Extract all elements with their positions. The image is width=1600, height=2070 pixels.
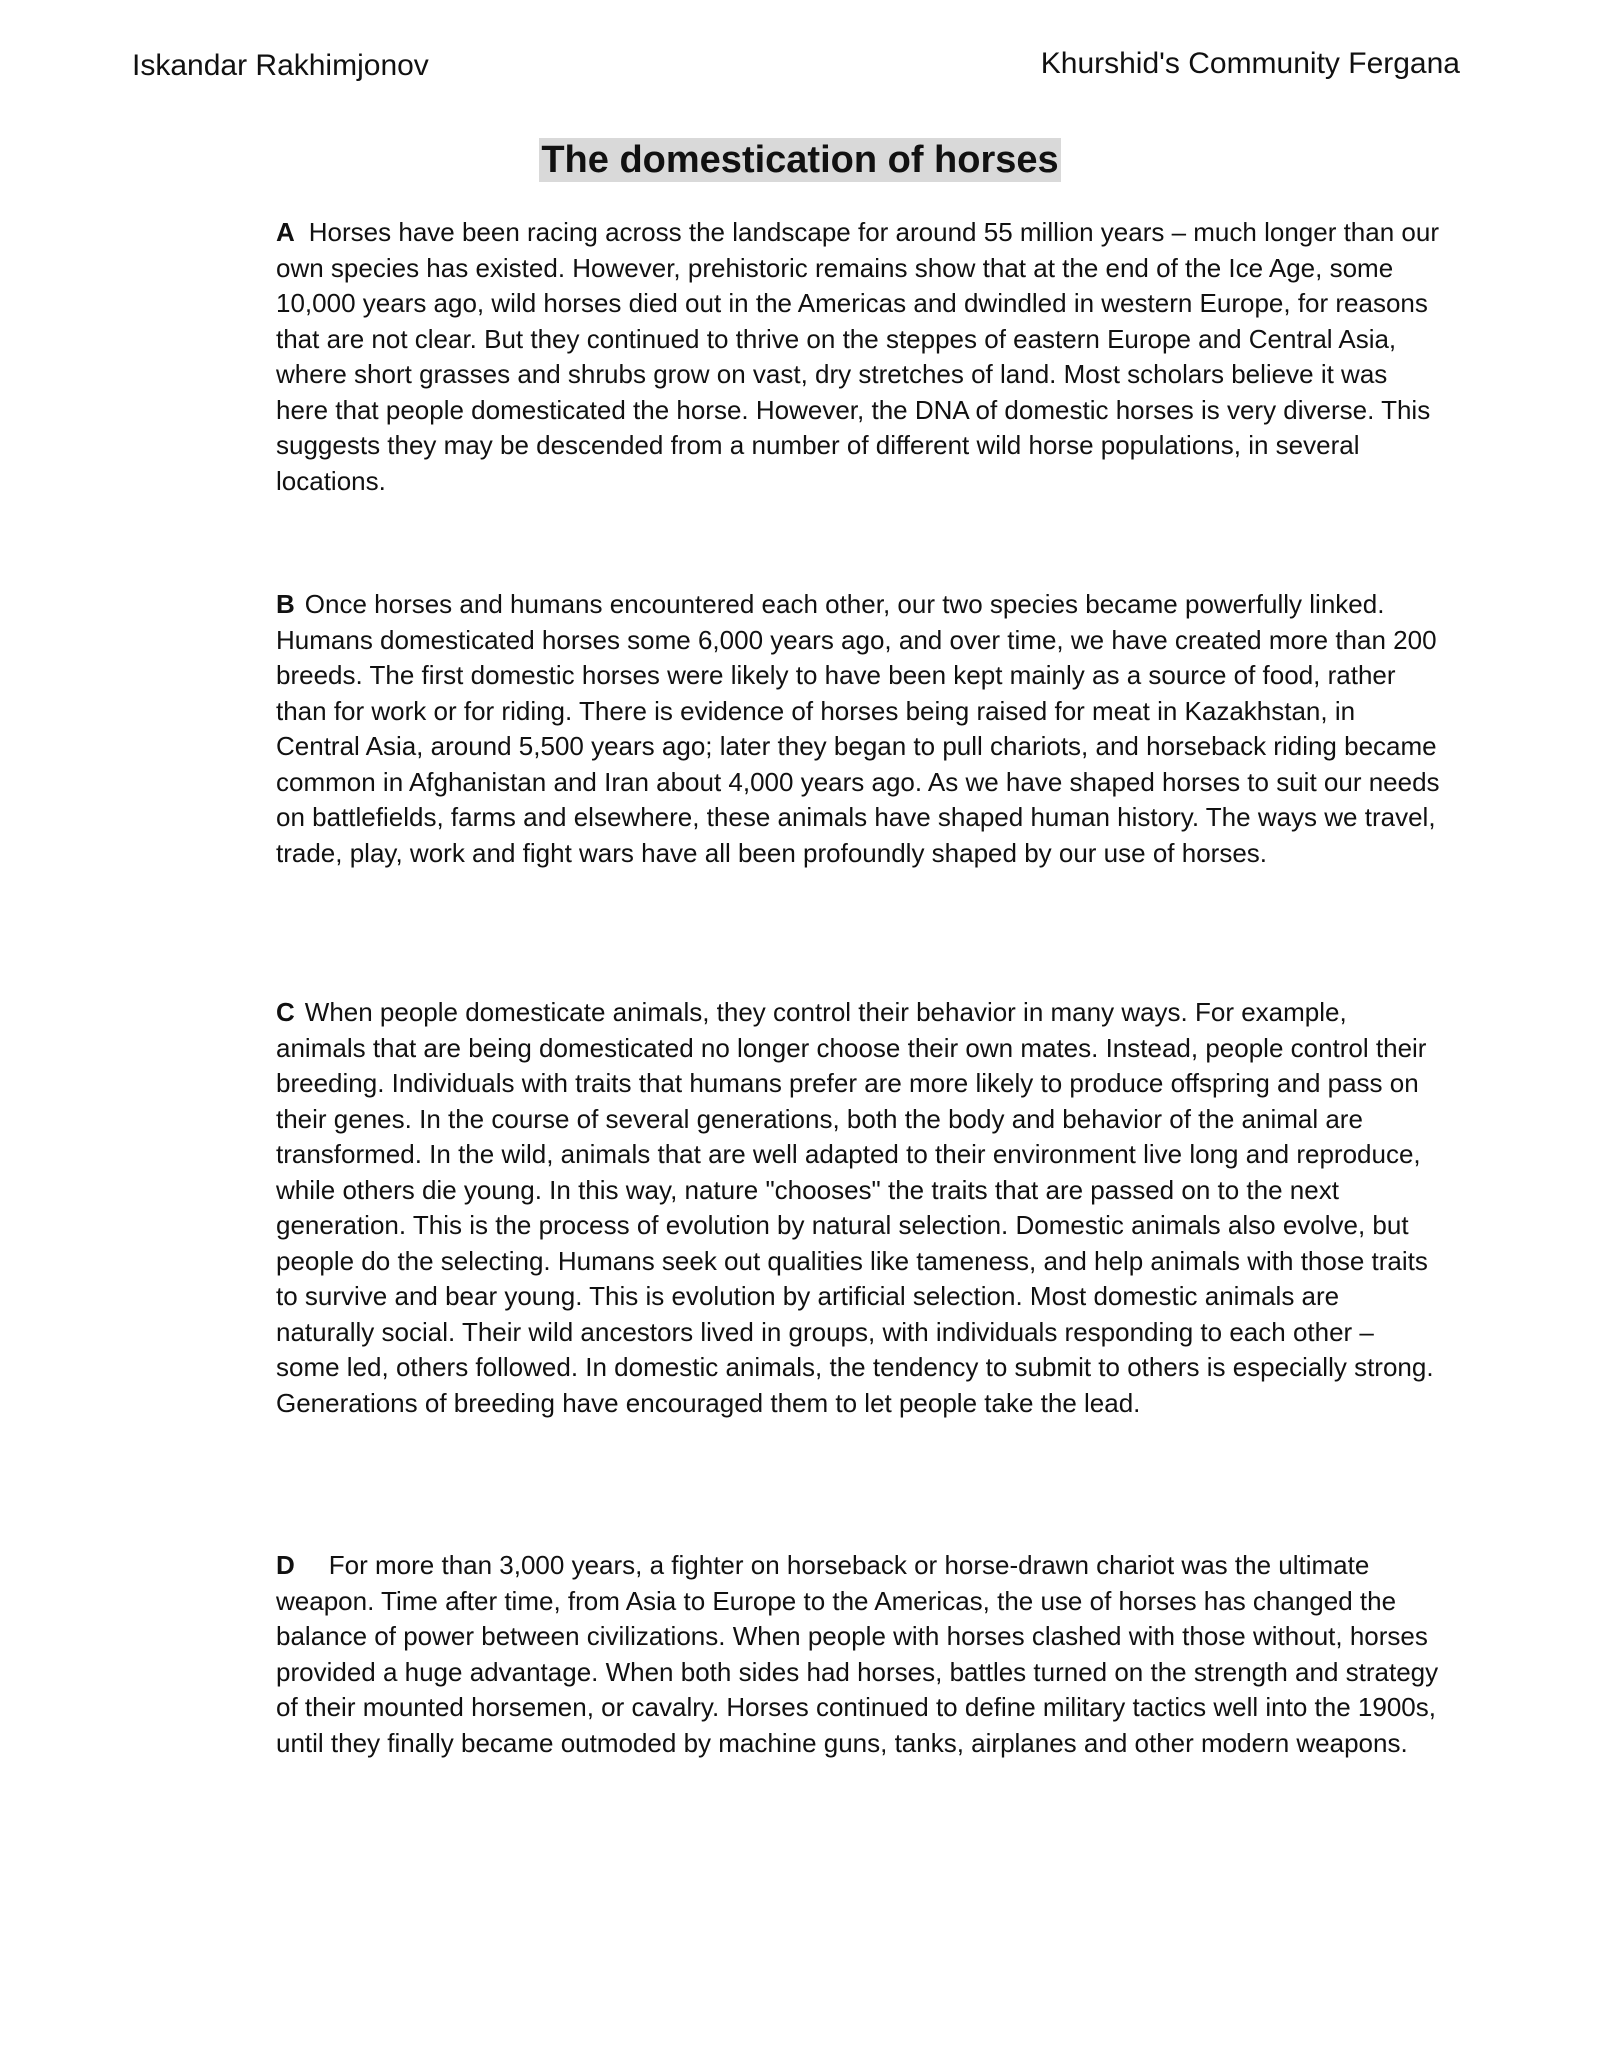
paragraph-a-text: Horses have been racing across the landscape for around 55 million years – much longer than our own species has existed. However, prehistoric remains show that at the end of the Ice Age, some 10,000 years ago, wild horses died out in the Americas and dwindled in western Europe, for reasons that are not clear. But they continued to thrive on the steppes of eastern Europe and Central Asia, where short grasses and shrubs grow on vast, dry stretches of land. Most scholars believe it was here that people domesticated the horse. However, the DNA of domestic horses is very diverse. This suggests they may be descended from a number of different wild horse populations, in several locations.: [276, 217, 1439, 496]
paragraph-a-letter: A: [276, 217, 295, 247]
paragraph-b-text: Once horses and humans encountered each other, our two species became powerfully linked. Humans domesticated horses some 6,000 years ago, and over time, we have created more than 200 breeds. The first domestic horses were likely to have been kept mainly as a source of food, rather than for work or for riding. There is evidence of horses being raised for meat in Kazakhstan, in Central Asia, around 5,500 years ago; later they began to pull chariots, and horseback riding became common in Afghanistan and Iran about 4,000 years ago. As we have shaped horses to suit our needs on battlefields, farms and elsewhere, these animals have shaped human history. The ways we travel, trade, play, work and fight wars have all been profoundly shaped by our use of horses.: [276, 589, 1440, 868]
paragraph-b: [276, 587, 1440, 871]
header-organization: Khurshid's Community Fergana: [1040, 47, 1460, 80]
title-container: [0, 138, 1600, 182]
paragraph-d-text: For more than 3,000 years, a fighter on horseback or horse-drawn chariot was the ultimate weapon. Time after time, from Asia to Europe to the Americas, the use of horses has changed the balance of power between civilizations. When people with horses clashed with those without, horses provided a huge advantage. When both sides had horses, battles turned on the strength and strategy of their mounted horsemen, or cavalry. Horses continued to define military tactics well into the 1900s, until they finally became outmoded by machine guns, tanks, airplanes and other modern weapons.: [276, 1550, 1439, 1758]
header-author: Iskandar Rakhimjonov: [132, 49, 429, 82]
paragraph-d: [276, 1548, 1440, 1761]
paragraph-c-text: When people domesticate animals, they control their behavior in many ways. For example, animals that are being domesticated no longer choose their own mates. Instead, people control their breeding. Individuals with traits that humans prefer are more likely to produce offspring and pass on their genes. In the course of several generations, both the body and behavior of the animal are transformed. In the wild, animals that are well adapted to their environment live long and reproduce, while others die young. In this way, nature "chooses" the traits that are passed on to the next generation. This is the process of evolution by natural selection. Domestic animals also evolve, but people do the selecting. Humans seek out qualities like tameness, and help animals with those traits to survive and bear young. This is evolution by artificial selection. Most domestic animals are naturally social. Their wild ancestors lived in groups, with individuals responding to each other – some led, others followed. In domestic animals, the tendency to submit to others is especially strong. Generations of breeding have encouraged them to let people take the lead.: [276, 997, 1434, 1418]
paragraph-c-letter: C: [276, 997, 295, 1027]
document-title: The domestication of horses: [541, 139, 1059, 181]
paragraph-c: [276, 995, 1440, 1421]
paragraph-b-letter: B: [276, 589, 295, 619]
paragraph-d-letter: D: [276, 1550, 295, 1580]
paragraph-a: [276, 215, 1440, 499]
